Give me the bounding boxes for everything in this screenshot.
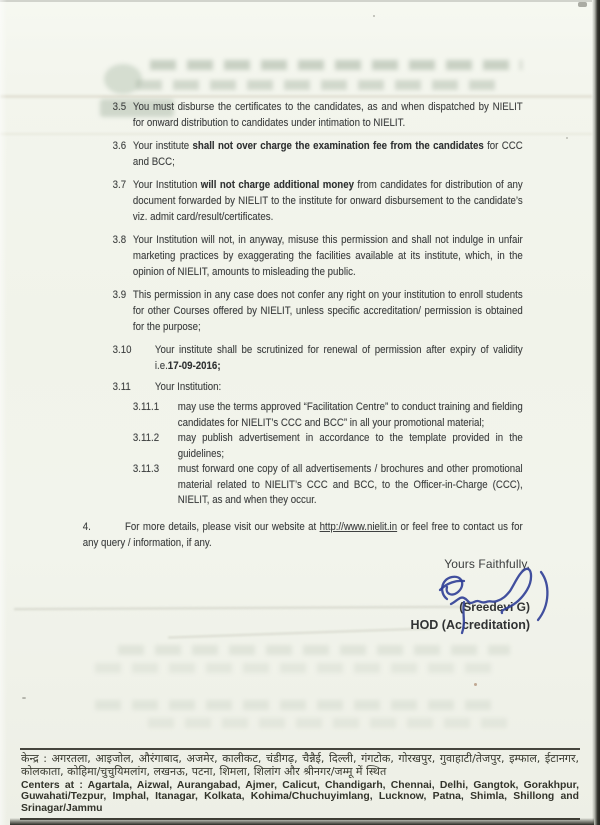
- bleedthrough-text-line: [95, 700, 500, 710]
- bleedthrough-text-line: [150, 60, 522, 70]
- signatory-title: HOD (Accreditation): [410, 618, 530, 632]
- footer-centers-hindi: केन्द्र : अगरतला, आइजोल, औरंगाबाद, अजमेर, कालीकट, चंडीगढ़, चैन्नैई, दिल्ली, गंगटोक, गोरखपुर, गुवाहाटी/तेजपुर, इम्फाल, ईटानगर, कोलकाता, कोहिमा/चुचुयिमलांग, लखनऊ, पटना, शिमला, शिलांग और श्रीनगर/जम्मू में स्थित: [21, 752, 579, 778]
- clause-3.11.3: [132, 462, 523, 509]
- clause-3.8: [112, 232, 523, 280]
- clause-text: or feel free to contact us for any query / information, if any.: [82, 520, 523, 549]
- clause-text: For more details, please visit our website at: [124, 520, 320, 533]
- clause-3.7: [112, 177, 523, 225]
- dust-speck: [22, 697, 26, 699]
- clause-3.10: [112, 342, 523, 374]
- clause-3.11.1: [132, 400, 523, 431]
- bleedthrough-text-line: [148, 718, 508, 728]
- signature-ink: [437, 559, 565, 641]
- clause-text: must forward one copy of all advertisements / brochures and other promotional material related to NIELIT’s CCC and BCC, to the Officer-in-Charge (CCC), NIELIT, as and when they occur.: [177, 463, 523, 506]
- scan-edge-right: [592, 0, 600, 825]
- closing-text: Yours Faithfully,: [444, 557, 530, 571]
- clause-text: This permission in any case does not confer any right on your institution to enroll students for other Courses offered by NIELIT, unless specific accreditation/ permission is obtained for the purpose;: [132, 289, 523, 333]
- clause-text: Your institute: [132, 140, 193, 152]
- clause-number: 3.8: [112, 234, 127, 246]
- clause-number: 3.9: [112, 289, 127, 301]
- clause-text: may use the terms approved “Facilitation Centre” to conduct training and fielding candidates for NIELIT’s CCC and BCC” in all your promotional material;: [177, 401, 523, 429]
- clause-number: 3.10: [112, 344, 132, 356]
- clause-text: from candidates for distribution of any document forwarded by NIELIT to the institute for onward disbursement to the candidate’s viz. admit card/result/certificates.: [132, 179, 523, 223]
- clause-number: 3.11.2: [132, 432, 160, 444]
- scan-crease: [0, 95, 592, 98]
- website-link[interactable]: http://www.nielit.in: [319, 520, 398, 533]
- clause-number: 3.7: [112, 179, 127, 191]
- clause-text: Your Institution: [132, 179, 201, 191]
- bleedthrough-text-line: [136, 80, 496, 90]
- clause-3.9: [112, 287, 523, 335]
- clause-number: 3.6: [112, 140, 127, 152]
- clause-3.11: [112, 379, 523, 395]
- footer: [20, 748, 580, 820]
- clause-text: You must disburse the certificates to the candidates, as and when dispatched by NIELIT for onward distribution to candidates under intimation to NIELIT.: [132, 101, 523, 129]
- clause-text: for CCC and BCC;: [132, 140, 523, 168]
- scan-edge-top: [0, 0, 592, 2]
- clause-text: shall not over charge the examination fee from the candidates: [192, 140, 484, 152]
- footer-centers-english: Centers at : Agartala, Aizwal, Aurangabad, Ajmer, Calicut, Chandigarh, Chennai, Delhi, Gangtok, Gorakhpur, Guwahati/Tezpur, Imphal, Itanagar, Kolkata, Kohima/Chuchuyimlang, Lucknow, Patna, Shimla, Shillong and Srinagar/Jammu: [21, 780, 579, 814]
- clause-text: may publish advertisement in accordance to the template provided in the guidelines;: [177, 432, 523, 460]
- clause-text: will not charge additional money: [200, 179, 354, 191]
- bleedthrough-text-line: [118, 645, 510, 655]
- clause-text: Your Institution:: [154, 381, 222, 393]
- scan-edge-left: [0, 0, 7, 825]
- bleedthrough-text-line: [95, 663, 495, 673]
- clause-number: 3.11: [112, 381, 131, 393]
- clause-number: 3.11.1: [132, 401, 160, 413]
- clause-number: 4.: [82, 520, 91, 533]
- letter-body: [0, 99, 600, 551]
- clause-number: 3.11.3: [132, 463, 160, 475]
- clause-text: 17-09-2016;: [167, 360, 221, 372]
- clause-3.5: [112, 99, 523, 131]
- clause-3.11.2: [132, 431, 523, 462]
- clause-4: [83, 519, 523, 551]
- clause-number: 3.5: [112, 101, 127, 113]
- signatory-name: (Sreedevi G): [459, 600, 530, 614]
- clause-text: Your Institution will not, in anyway, misuse this permission and shall not indulge in unfair marketing practices by exaggerating the facilities available at its institute, which, in the opinion of NIELIT, amounts to misleading the public.: [132, 234, 523, 278]
- dust-speck: [373, 15, 375, 17]
- clause-text: Your institute shall be scrutinized for renewal of permission after expiry of validity i.e.: [154, 344, 523, 372]
- scan-edge-bottom: [10, 818, 594, 825]
- clause-3.6: [112, 138, 523, 170]
- dust-speck: [474, 683, 477, 686]
- dust-speck: [578, 2, 587, 7]
